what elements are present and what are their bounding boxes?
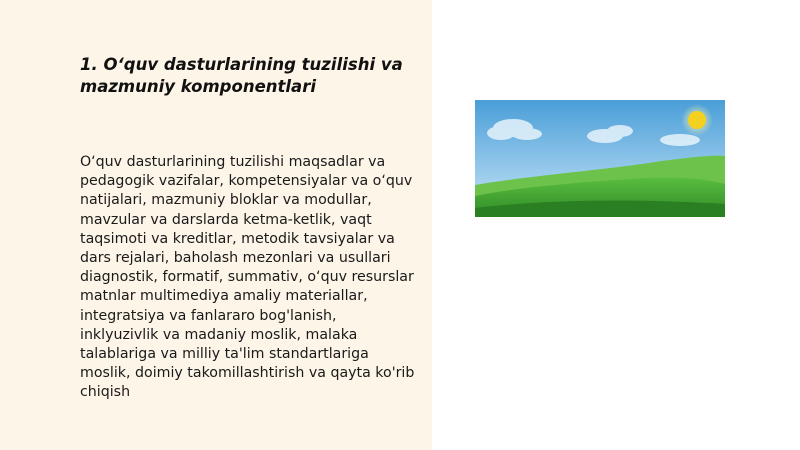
sun-icon [688,111,706,129]
slide-title: 1. O‘quv dasturlarining tuzilishi va mazmuniy komponentlari [80,55,403,96]
slide-body-text: O‘quv dasturlarining tuzilishi maqsadlar va pedagogik vazifalar, kompetensiyalar va o‘quv natijalari, mazmuniy bloklar va modullar, mavzular va darslarda ketma-ketlik, vaqt taqsimoti va kreditlar, metodik tavsiyalar va dars rejalari, baholash mezonlari va usullari diagnostik, formatif, summativ, o‘quv resurslar matnlar multimediya amaliy materiallar, integratsiya va fanlararo bog'lanish, inklyuzivlik va madaniy moslik, malaka talablariga va milliy ta'lim standartlariga moslik, doimiy takomillashtirish va qayta ko'rib chiqish [80,154,415,401]
landscape-image [475,100,725,217]
